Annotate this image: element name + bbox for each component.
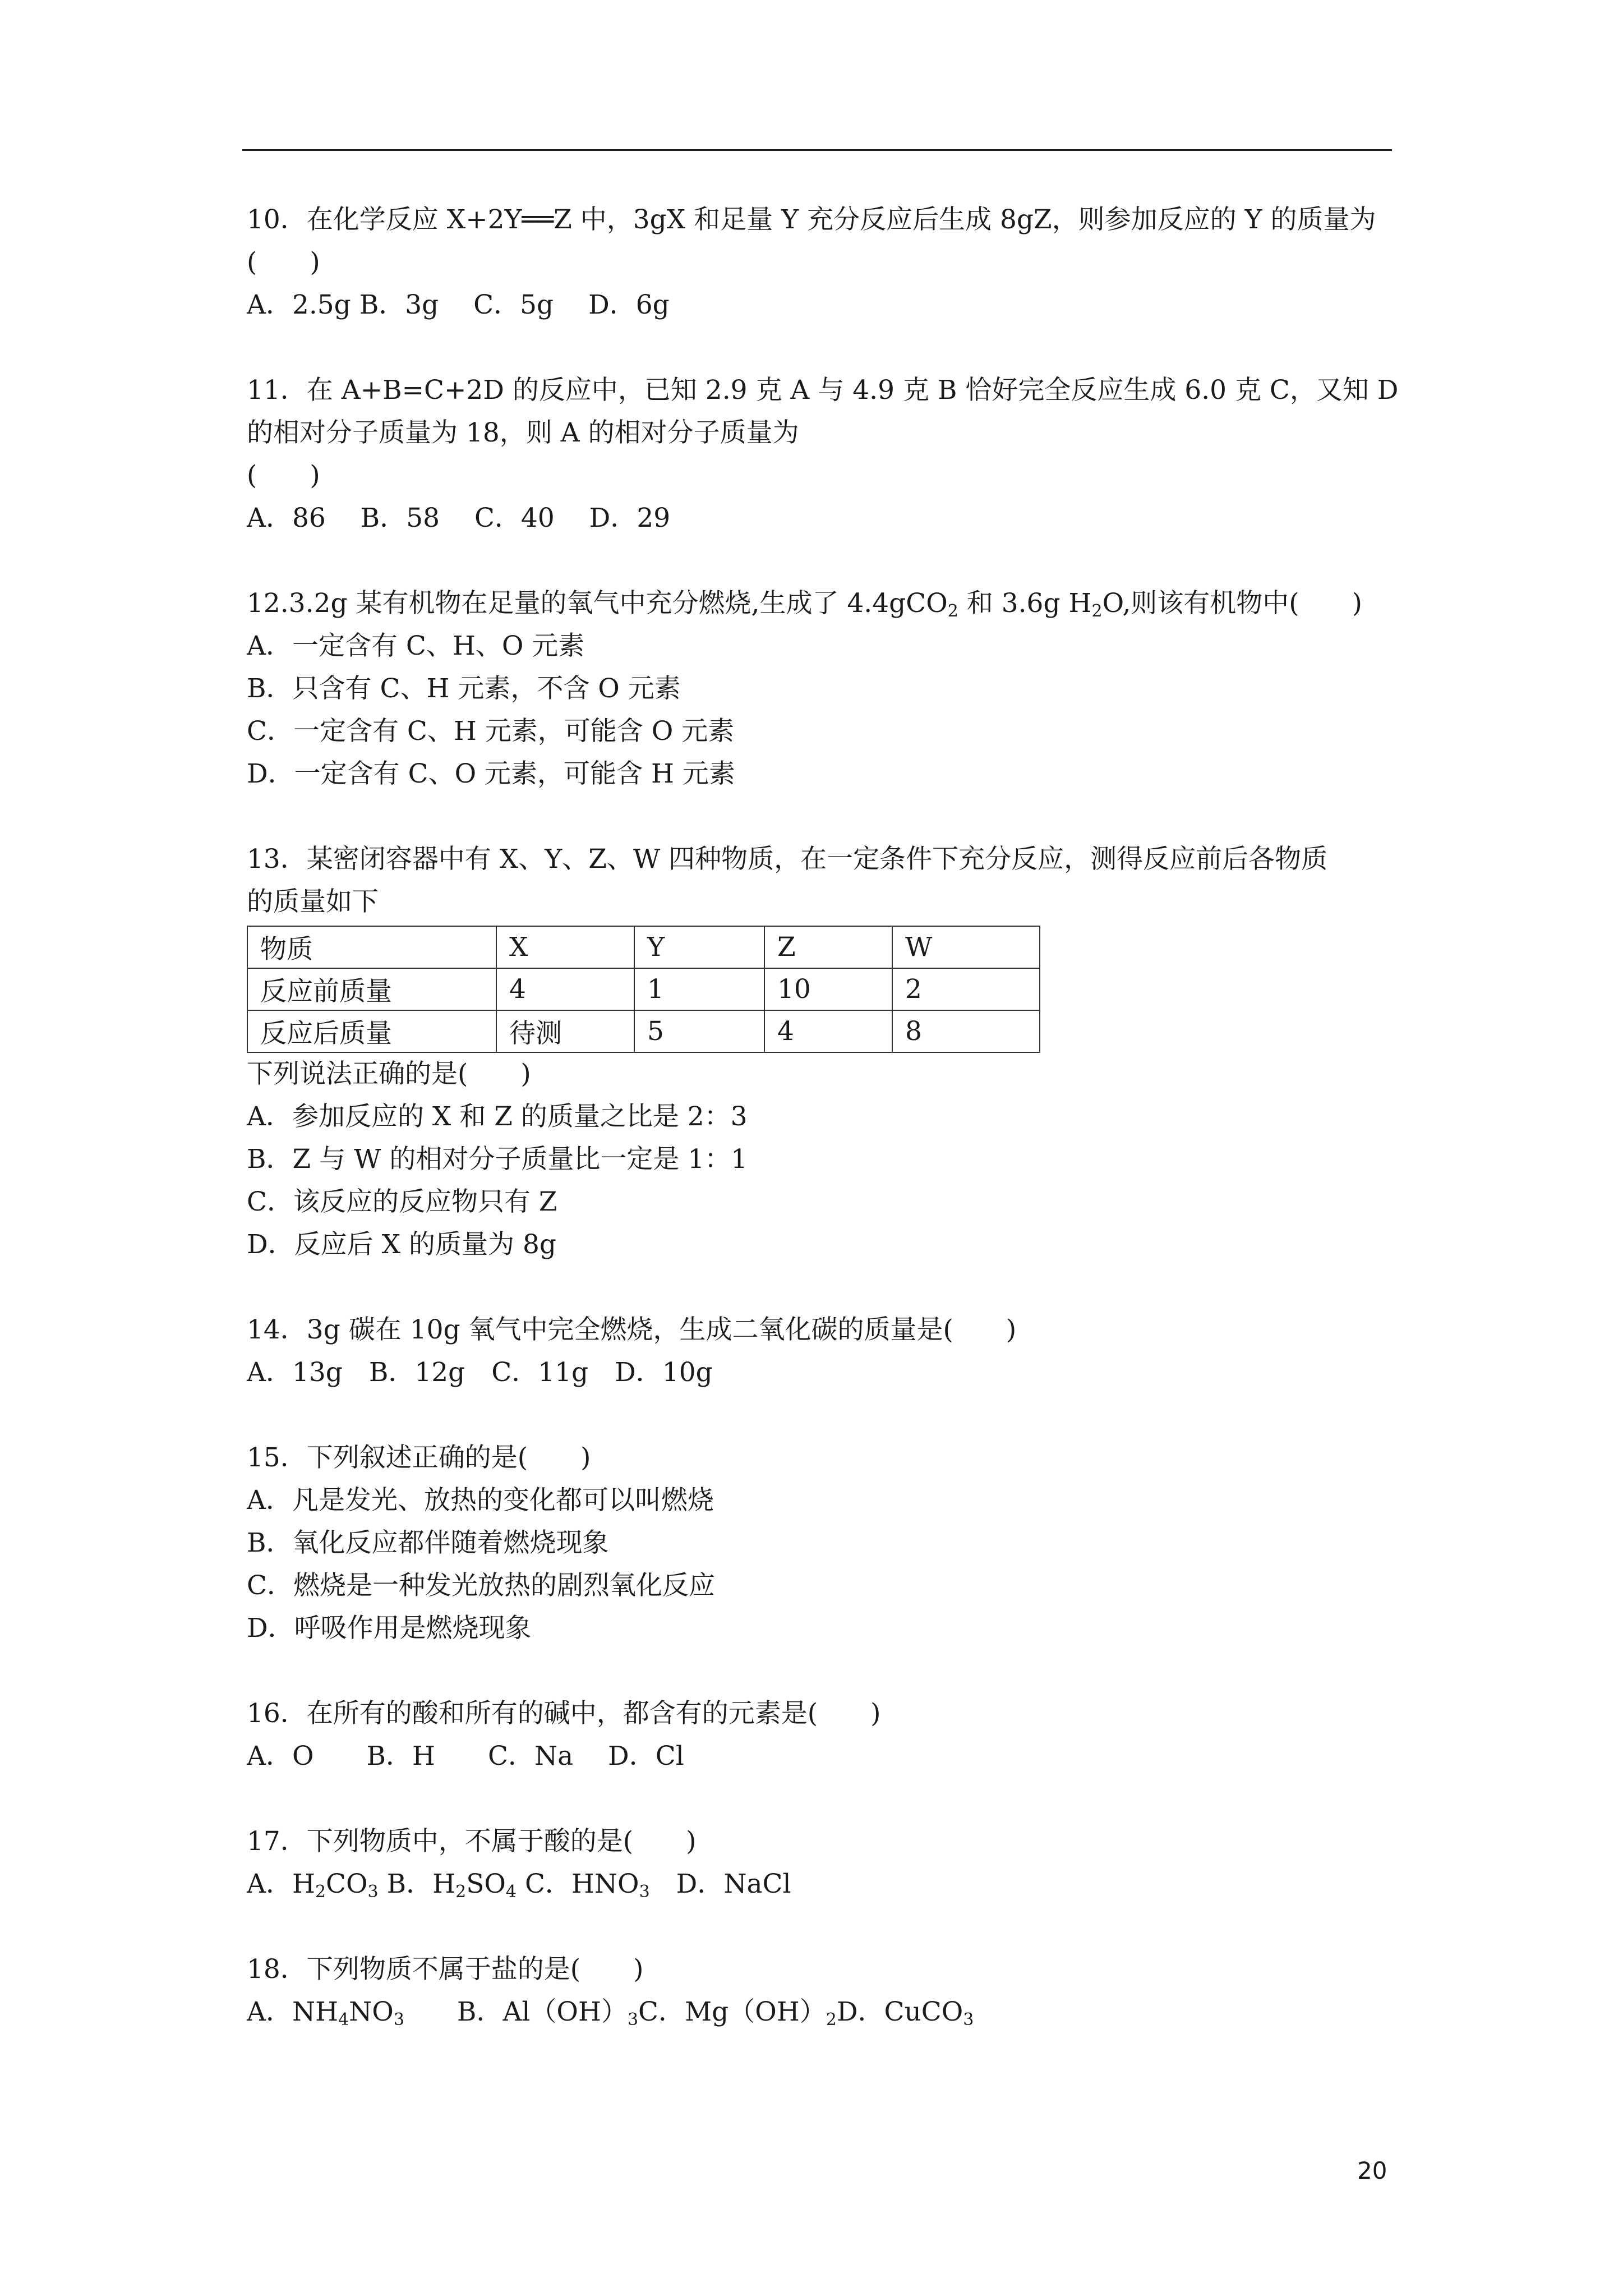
q13-option-d: D．反应后 X 的质量为 8g (247, 1229, 556, 1260)
q11-stem-2: 的相对分子质量为 18，则 A 的相对分子质量为 (247, 417, 799, 448)
q15-option-c: C．燃烧是一种发光放热的剧烈氧化反应 (247, 1570, 715, 1601)
table-cell: 物质 (247, 926, 496, 968)
q13-option-a: A．参加反应的 X 和 Z 的质量之比是 2：3 (247, 1101, 748, 1132)
q18-options: A．$NH_4NO_3$ B．$Al(OH)_3C$．$Mg(OH)_2D$．CuCO$_3$ (247, 1996, 974, 2030)
header-rule (242, 149, 1392, 151)
q13-stem-1: 13．某密闭容器中有 X、Y、Z、W 四种物质，在一定条件下充分反应，测得反应前后各物质 (247, 844, 1328, 875)
table-cell: 5 (634, 1010, 764, 1052)
table-cell: Z (764, 926, 892, 968)
q11-blank: ( ) (247, 460, 320, 491)
q15-option-d: D．呼吸作用是燃烧现象 (247, 1613, 532, 1644)
q14-stem: 14．3g 碳在 10g 氧气中完全燃烧，生成二氧化碳的质量是( ) (247, 1314, 1017, 1345)
table-cell: 4 (764, 1010, 892, 1052)
table-cell: 反应后质量 (247, 1010, 496, 1052)
q13-stem-2: 的质量如下 (247, 886, 379, 917)
q10-stem: 10．在化学反应 X+2Y══Z 中，3gX 和足量 Y 充分反应后生成 8gZ，则参加反应的 Y 的质量为 (247, 204, 1376, 235)
q12-option-b: B．只含有 C、H 元素，不含 O 元素 (247, 673, 681, 704)
q12-stem: 12.3.2g 某有机物在足量的氧气中充分燃烧,生成了 4.4gCO$_2$ 和 3.6g $H_2O$,则该有机物中( ) (247, 588, 1362, 621)
table-cell: 2 (892, 968, 1040, 1010)
q13-prompt: 下列说法正确的是( ) (247, 1059, 531, 1089)
table-cell: 待测 (496, 1010, 634, 1052)
q10-options: A．2.5g B．3g C．5g D．6g (247, 289, 670, 320)
table-cell: 1 (634, 968, 764, 1010)
q15-option-b: B．氧化反应都伴随着燃烧现象 (247, 1527, 609, 1558)
q12-option-d: D．一定含有 C、O 元素，可能含 H 元素 (247, 758, 735, 789)
q15-option-a: A．凡是发光、放热的变化都可以叫燃烧 (247, 1485, 714, 1516)
q12-option-a: A．一定含有 C、H、O 元素 (247, 631, 585, 661)
q17-options: A．$H_2CO_3$ B．$H_2SO_4$ C．$HNO_3$ D．NaCl (247, 1869, 791, 1902)
table-cell: 反应前质量 (247, 968, 496, 1010)
table-cell: 8 (892, 1010, 1040, 1052)
q12-option-c: C．一定含有 C、H 元素，可能含 O 元素 (247, 716, 735, 747)
q17-stem: 17．下列物质中，不属于酸的是( ) (247, 1826, 697, 1857)
q16-options: A．O B．H C．Na D．Cl (247, 1741, 684, 1772)
table-cell: W (892, 926, 1040, 968)
table-row (247, 1010, 1040, 1052)
q14-options: A．13g B．12g C．11g D．10g (247, 1357, 713, 1388)
q16-stem: 16．在所有的酸和所有的碱中，都含有的元素是( ) (247, 1698, 881, 1729)
table-row (247, 968, 1040, 1010)
page-number: 20 (1357, 2157, 1387, 2184)
q10-blank: ( ) (247, 247, 320, 278)
table-cell: 4 (496, 968, 634, 1010)
q11-options: A．86 B．58 C．40 D．29 (247, 503, 671, 533)
q13-option-c: C．该反应的反应物只有 Z (247, 1186, 557, 1217)
table-cell: 10 (764, 968, 892, 1010)
table-row (247, 926, 1040, 968)
q13-option-b: B．Z 与 W 的相对分子质量比一定是 1：1 (247, 1144, 748, 1175)
q18-stem: 18．下列物质不属于盐的是( ) (247, 1954, 644, 1985)
mass-table (247, 926, 1040, 1053)
table-cell: X (496, 926, 634, 968)
table-cell: Y (634, 926, 764, 968)
q15-stem: 15．下列叙述正确的是( ) (247, 1442, 591, 1473)
q11-stem-1: 11．在 A+B=C+2D 的反应中，已知 2.9 克 A 与 4.9 克 B 恰好完全反应生成 6.0 克 C，又知 D (247, 375, 1399, 406)
